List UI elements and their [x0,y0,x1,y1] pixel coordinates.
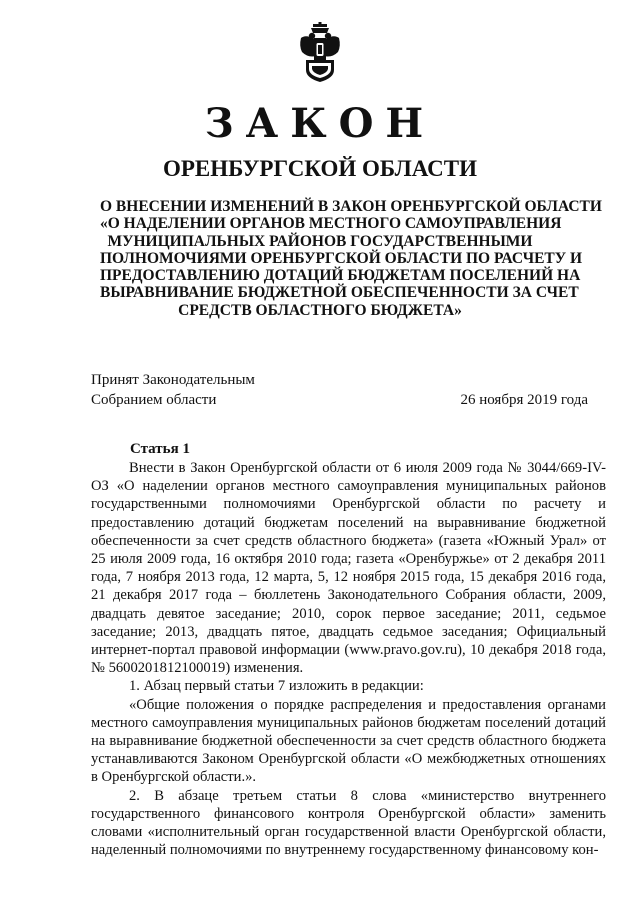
heading-line: МУНИЦИПАЛЬНЫХ РАЙОНОВ ГОСУДАРСТВЕННЫМИ [107,232,533,250]
heading-line: «О НАДЕЛЕНИИ ОРГАНОВ МЕСТНОГО САМОУПРАВЛЕНИЯ [100,215,562,233]
heading-line: О ВНЕСЕНИИ ИЗМЕНЕНИЙ В ЗАКОН ОРЕНБУРГСКОЙ ОБЛАСТИ [100,198,602,215]
heading-line: ВЫРАВНИВАНИЕ БЮДЖЕТНОЙ ОБЕСПЕЧЕННОСТИ ЗА СЧЕТ [100,284,579,302]
law-heading [100,198,602,319]
document-title: ЗАКОН [204,100,436,147]
article-paragraph: 2. В абзаце третьем статьи 8 слова «министерство внутреннего государственного финансового контроля Оренбургской области» заменить словами «исполнительный орган государственной власти Оренбургской области, наделенный полномочиями по внутреннему государственному финансовому кон- [91,787,606,859]
article-paragraph: «Общие положения о порядке распределения и предоставления органами местного самоуправления муниципальных районов бюджетам поселений дотаций на выравнивание бюджетной обеспеченности за счет средств областного бюджета устанавливаются Законом Оренбургской области «О межбюджетных отношениях в Оренбургской области.». [91,696,606,786]
heading-line: ПРЕДОСТАВЛЕНИЮ ДОТАЦИЙ БЮДЖЕТАМ ПОСЕЛЕНИЙ НА [100,267,581,285]
adoption-line: Принят Законодательным [91,372,255,388]
adoption-note [91,370,255,410]
heading-line: ПОЛНОМОЧИЯМИ ОРЕНБУРГСКОЙ ОБЛАСТИ ПО РАСЧЕТУ И [100,249,583,267]
article-body [91,459,606,859]
article-paragraph: 1. Абзац первый статьи 7 изложить в редакции: [129,678,424,695]
coat-of-arms-icon [298,22,342,84]
article-paragraph: Внести в Закон Оренбургской области от 6 июля 2009 года № 3044/669-IV-ОЗ «О наделении органов местного самоуправления муниципальных районов государственными полномочиями Оренбургской области по расчету и предоставлению дотаций бюджетам поселений на выравнивание бюджетной обеспеченности за счет средств областного бюджета» (газета «Южный Урал» от 25 июля 2009 года, 16 октября 2010 года; газета «Оренбуржье» от 2 декабря 2011 года, 7 ноября 2013 года, 12 марта, 5, 12 ноября 2015 года, 15 декабря 2016 года, 21 декабря 2017 года – бюллетень Законодательного Собрания области, 2009, двадцать девятое заседание; 2010, сорок первое заседание; 2011, седьмое заседание; 2013, двадцать пятое, двадцать седьмое заседания; Официальный интернет-портал правовой информации (www.pravo.gov.ru), 10 декабря 2018 года, № 5600201812100019) изменения. [91,460,606,677]
adoption-line: Собранием области [91,392,217,408]
article-title: Статья 1 [130,441,190,457]
adoption-date: 26 ноября 2019 года [460,392,588,408]
document-subtitle: ОРЕНБУРГСКОЙ ОБЛАСТИ [162,156,478,181]
heading-line: СРЕДСТВ ОБЛАСТНОГО БЮДЖЕТА» [178,301,462,319]
